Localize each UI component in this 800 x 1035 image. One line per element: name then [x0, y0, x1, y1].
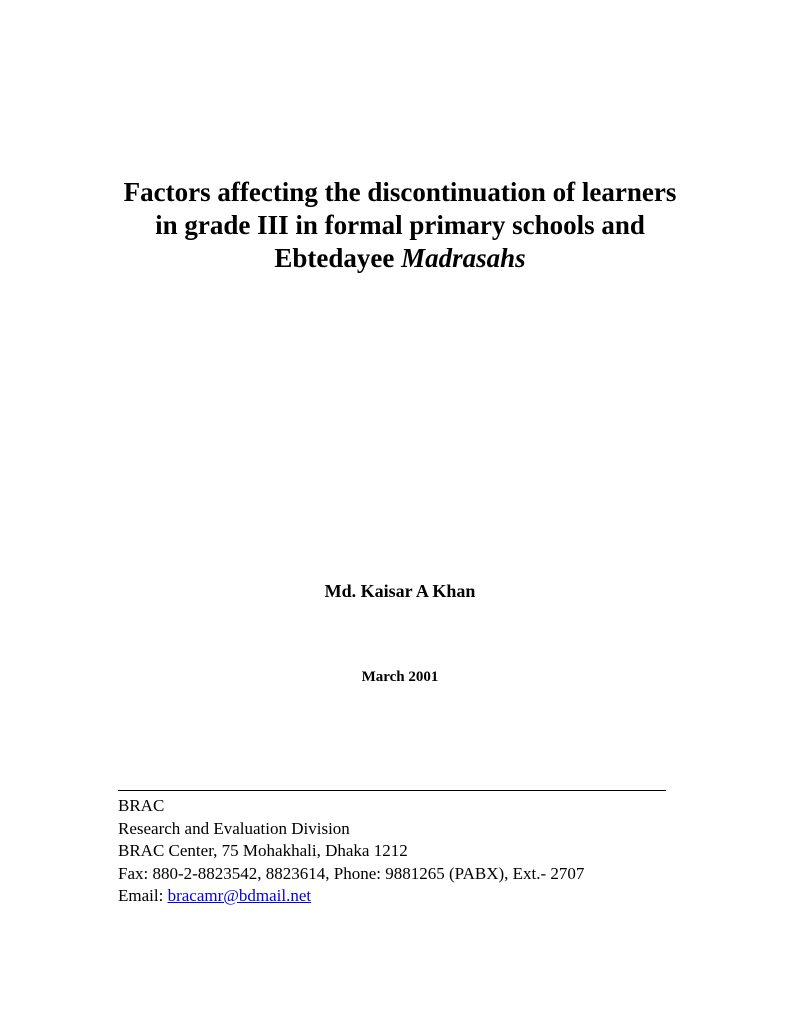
footer-contact: Fax: 880-2-8823542, 8823614, Phone: 9881265 (PABX), Ext.- 2707	[118, 863, 585, 883]
title-line-3-italic: Madrasahs	[401, 243, 526, 273]
document-title	[0, 176, 800, 275]
title-line-3-plain: Ebtedayee	[274, 243, 402, 273]
title-line-3	[0, 242, 800, 275]
title-line-2: in grade III in formal primary schools and	[155, 210, 645, 240]
author-name: Md. Kaisar A Khan	[324, 581, 476, 601]
footer-address-block	[118, 795, 758, 908]
title-line-1: Factors affecting the discontinuation of learners	[123, 177, 677, 207]
footer-division: Research and Evaluation Division	[118, 818, 350, 838]
publication-date: March 2001	[361, 669, 439, 685]
email-link[interactable]: bracamr@bdmail.net	[167, 886, 312, 905]
footer-divider	[118, 790, 666, 791]
footer-email-label: Email:	[118, 886, 168, 905]
footer-org: BRAC	[118, 796, 165, 815]
footer-address: BRAC Center, 75 Mohakhali, Dhaka 1212	[118, 841, 408, 860]
footer-email-row	[118, 885, 758, 908]
